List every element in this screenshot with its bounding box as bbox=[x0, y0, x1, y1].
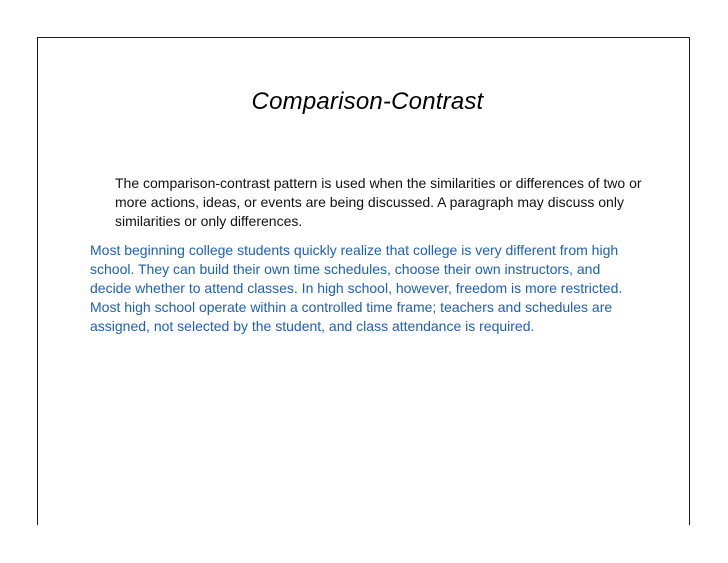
example-paragraph: Most beginning college students quickly realize that college is very different from high school. They can build their own time schedules, choose their own instructors, and decide whether to attend classes. In high school, however, freedom is more restricted. Most high school operate within a controlled time frame; teachers and schedules are assigned, not selected by the student, and class attendance is required. bbox=[90, 242, 623, 334]
slide-title: Comparison-Contrast bbox=[251, 88, 484, 115]
slide-frame bbox=[37, 37, 690, 525]
intro-paragraph: The comparison-contrast pattern is used when the similarities or differences of two or more actions, ideas, or events are being discussed. A paragraph may discuss only similarities or only differences. bbox=[115, 175, 642, 229]
